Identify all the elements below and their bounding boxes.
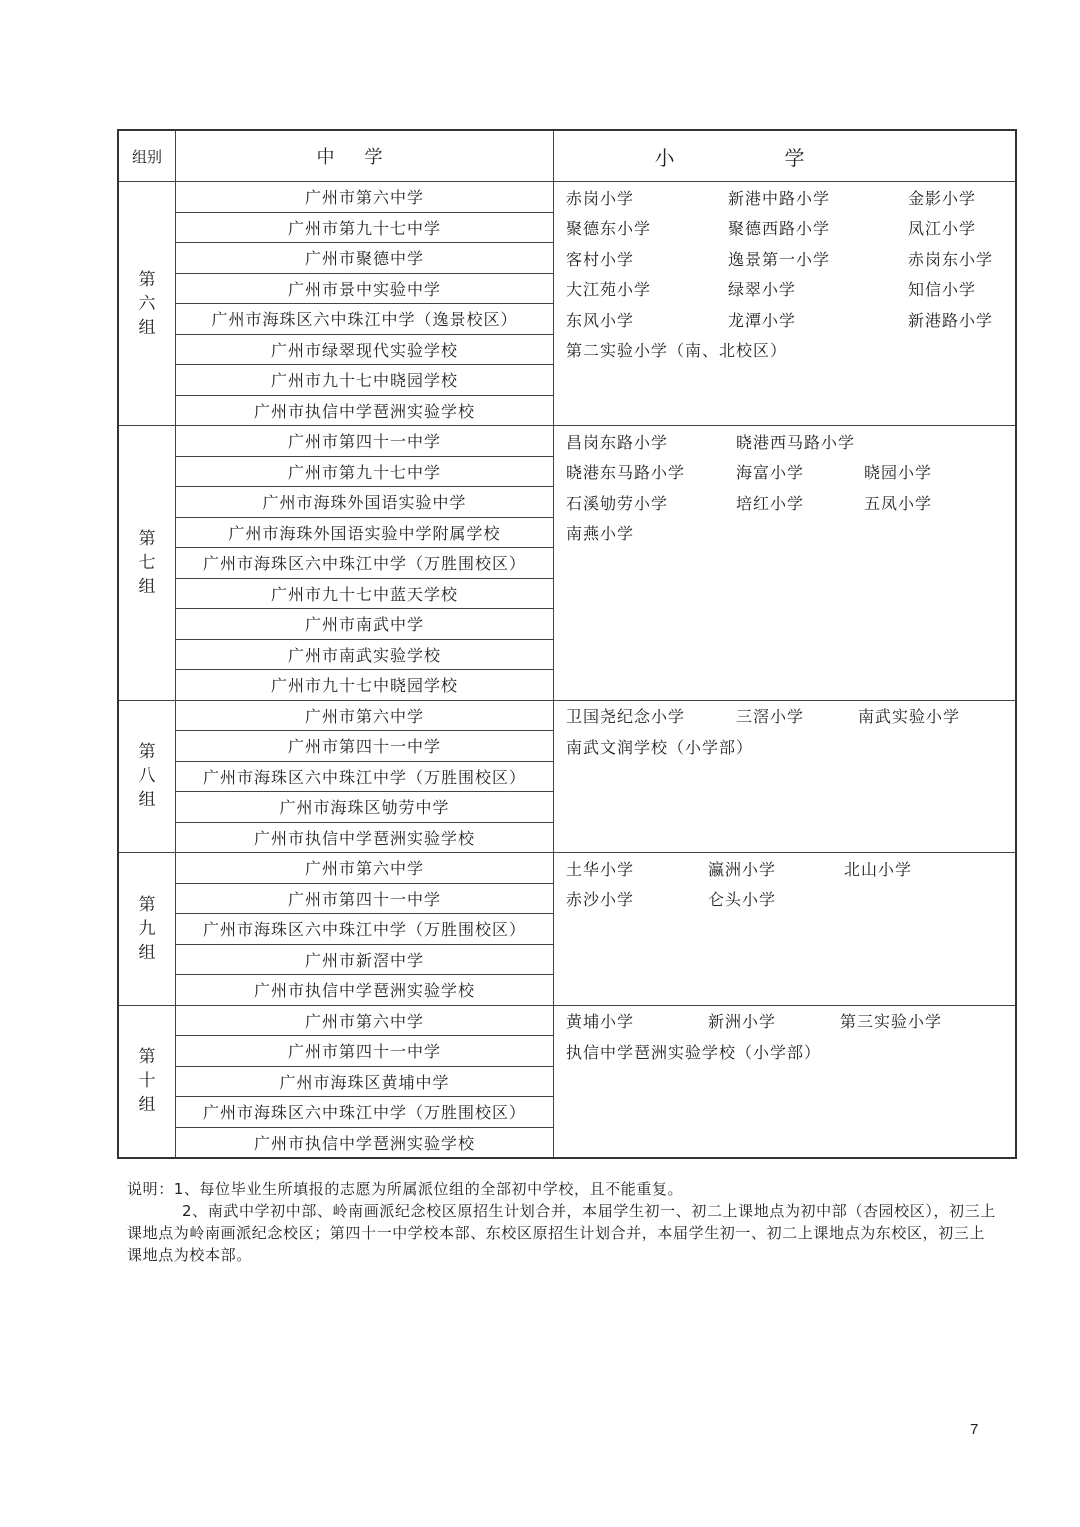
primary-school-name: 培红小学: [736, 493, 805, 513]
primary-school-name: 瀛洲小学: [708, 859, 777, 879]
group-name-cell: [118, 182, 176, 426]
allocation-table: [117, 129, 1017, 1159]
primary-school-cell: [554, 700, 1017, 853]
middle-school-name: 广州市第四十一中学: [176, 1036, 554, 1067]
primary-school-name: 绿翠小学: [728, 280, 797, 300]
middle-school-name: 广州市海珠区六中珠江中学（万胜围校区）: [176, 914, 554, 945]
notes: [127, 1178, 997, 1266]
group-name-cell: [118, 700, 176, 853]
primary-school-name: 知信小学: [908, 280, 977, 300]
primary-school-cell: [554, 182, 1017, 426]
middle-school-name: 广州市海珠区劬劳中学: [176, 792, 554, 823]
middle-school-name: 广州市景中实验中学: [176, 273, 554, 304]
primary-school-name: 南武实验小学: [858, 707, 961, 727]
middle-school-name: 广州市新滘中学: [176, 944, 554, 975]
primary-school-name: 第二实验小学（南、北校区）: [566, 341, 788, 361]
primary-school-line: [554, 426, 1015, 457]
header-group: 组别: [118, 130, 176, 182]
middle-school-name: 广州市第六中学: [176, 182, 554, 213]
middle-school-name: 广州市海珠区六中珠江中学（万胜围校区）: [176, 761, 554, 792]
middle-school-name: 广州市执信中学琶洲实验学校: [176, 975, 554, 1006]
table-header-row: [118, 130, 1016, 182]
primary-school-name: 海富小学: [736, 463, 805, 483]
primary-school-name: 新洲小学: [708, 1012, 777, 1032]
table-row: [118, 426, 1016, 457]
middle-school-name: 广州市第四十一中学: [176, 731, 554, 762]
middle-school-name: 广州市第六中学: [176, 700, 554, 731]
middle-school-name: 广州市绿翠现代实验学校: [176, 334, 554, 365]
primary-school-line: [554, 243, 1015, 274]
primary-school-name: 北山小学: [844, 859, 913, 879]
primary-school-name: 仑头小学: [708, 890, 777, 910]
primary-school-line: [554, 853, 1015, 884]
table-body: [118, 182, 1016, 1159]
group-name: 第七组: [138, 528, 156, 597]
primary-school-line: [554, 335, 1015, 366]
primary-school-name: 三滘小学: [736, 707, 805, 727]
primary-school-name: 石溪劬劳小学: [566, 493, 669, 513]
header-middle-school: 中学: [176, 130, 554, 182]
primary-school-line: [554, 274, 1015, 305]
primary-school-cell: [554, 853, 1017, 1006]
table-row: [118, 700, 1016, 731]
middle-school-name: 广州市南武中学: [176, 609, 554, 640]
primary-school-name: 晓港西马路小学: [736, 432, 856, 452]
table-row: [118, 182, 1016, 213]
middle-school-name: 广州市九十七中蓝天学校: [176, 578, 554, 609]
group-name: 第八组: [138, 742, 156, 811]
primary-school-line: [554, 701, 1015, 732]
primary-school-line: [554, 1006, 1015, 1037]
middle-school-name: 广州市海珠外国语实验中学: [176, 487, 554, 518]
group-name-cell: [118, 1005, 176, 1158]
primary-school-line: [554, 213, 1015, 244]
page-number: 7: [970, 1421, 979, 1438]
primary-school-line: [554, 304, 1015, 335]
primary-school-name: 客村小学: [566, 249, 635, 269]
middle-school-name: 广州市聚德中学: [176, 243, 554, 274]
primary-school-cell: [554, 426, 1017, 701]
primary-school-line: [554, 1036, 1015, 1067]
primary-school-name: 赤岗小学: [566, 188, 635, 208]
primary-school-name: 新港中路小学: [728, 188, 831, 208]
primary-school-name: 金影小学: [908, 188, 977, 208]
primary-school-line: [554, 487, 1015, 518]
middle-school-name: 广州市执信中学琶洲实验学校: [176, 822, 554, 853]
group-name: 第六组: [138, 269, 156, 338]
middle-school-name: 广州市海珠区六中珠江中学（逸景校区）: [176, 304, 554, 335]
primary-school-name: 南武文润学校（小学部）: [566, 737, 754, 757]
middle-school-name: 广州市海珠区六中珠江中学（万胜围校区）: [176, 1097, 554, 1128]
primary-school-name: 黄埔小学: [566, 1012, 635, 1032]
group-name: 第十组: [138, 1047, 156, 1116]
primary-school-cell: [554, 1005, 1017, 1158]
primary-school-name: 聚德西路小学: [728, 219, 831, 239]
primary-school-name: 卫国尧纪念小学: [566, 707, 686, 727]
middle-school-name: 广州市执信中学琶洲实验学校: [176, 1127, 554, 1158]
primary-school-name: 赤沙小学: [566, 890, 635, 910]
primary-school-name: 晓园小学: [864, 463, 933, 483]
middle-school-name: 广州市海珠区黄埔中学: [176, 1066, 554, 1097]
primary-school-name: 昌岗东路小学: [566, 432, 669, 452]
primary-school-name: 龙潭小学: [728, 310, 797, 330]
group-name-cell: [118, 426, 176, 701]
note-1: 说明：1、每位毕业生所填报的志愿为所属派位组的全部初中学校，且不能重复。: [127, 1180, 684, 1198]
middle-school-name: 广州市第四十一中学: [176, 883, 554, 914]
middle-school-name: 广州市九十七中晓园学校: [176, 365, 554, 396]
primary-school-name: 南燕小学: [566, 524, 635, 544]
middle-school-name: 广州市第九十七中学: [176, 212, 554, 243]
middle-school-name: 广州市第四十一中学: [176, 426, 554, 457]
primary-school-line: [554, 457, 1015, 488]
middle-school-name: 广州市第六中学: [176, 1005, 554, 1036]
group-name: 第九组: [138, 894, 156, 963]
primary-school-name: 晓港东马路小学: [566, 463, 686, 483]
primary-school-name: 第三实验小学: [840, 1012, 943, 1032]
note-2: 2、南武中学初中部、岭南画派纪念校区原招生计划合并，本届学生初一、初二上课地点为初中部（杏园校区），初三上课地点为岭南画派纪念校区；第四十一中学校本部、东校区原招生计划合并，本届学生初一、初二上课地点为东校区，初三上课地点为校本部。: [127, 1202, 996, 1264]
middle-school-name: 广州市第六中学: [176, 853, 554, 884]
primary-school-name: 赤岗东小学: [908, 249, 994, 269]
primary-school-name: 逸景第一小学: [728, 249, 831, 269]
primary-school-name: 五凤小学: [864, 493, 933, 513]
middle-school-name: 广州市海珠区六中珠江中学（万胜围校区）: [176, 548, 554, 579]
header-primary-school: 小学: [554, 130, 1017, 182]
primary-school-name: 大江苑小学: [566, 280, 652, 300]
primary-school-name: 东风小学: [566, 310, 635, 330]
middle-school-name: 广州市海珠外国语实验中学附属学校: [176, 517, 554, 548]
primary-school-name: 土华小学: [566, 859, 635, 879]
primary-school-line: [554, 731, 1015, 762]
primary-school-line: [554, 518, 1015, 549]
primary-school-name: 执信中学琶洲实验学校（小学部）: [566, 1042, 822, 1062]
primary-school-name: 新港路小学: [908, 310, 994, 330]
table-row: [118, 1005, 1016, 1036]
middle-school-name: 广州市执信中学琶洲实验学校: [176, 395, 554, 426]
primary-school-name: 凤江小学: [908, 219, 977, 239]
middle-school-name: 广州市第九十七中学: [176, 456, 554, 487]
primary-school-name: 聚德东小学: [566, 219, 652, 239]
middle-school-name: 广州市九十七中晓园学校: [176, 670, 554, 701]
table-row: [118, 853, 1016, 884]
primary-school-line: [554, 884, 1015, 915]
primary-school-line: [554, 182, 1015, 213]
middle-school-name: 广州市南武实验学校: [176, 639, 554, 670]
group-name-cell: [118, 853, 176, 1006]
